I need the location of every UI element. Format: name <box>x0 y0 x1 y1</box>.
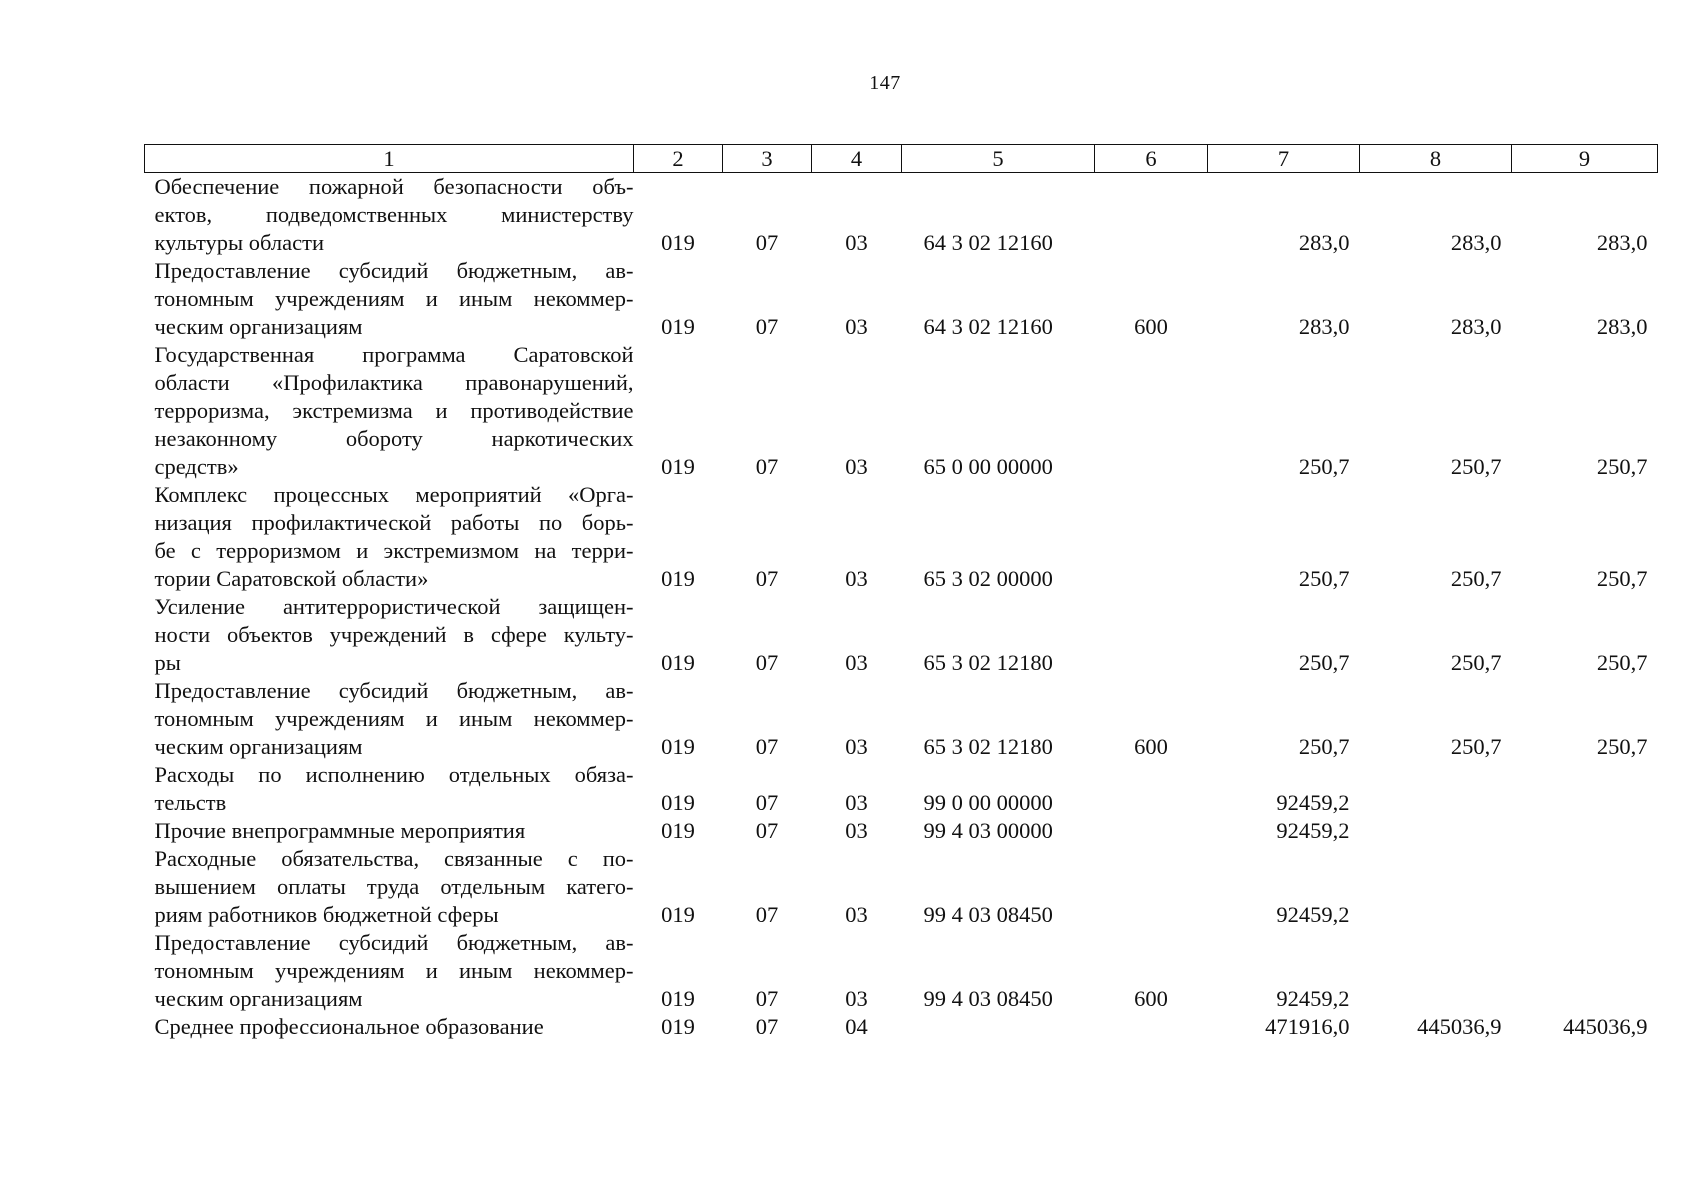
row-section-code: 07 <box>755 986 779 1011</box>
row-subsection-code: 03 <box>845 314 868 339</box>
row-name-line: ческим организациям <box>154 734 363 759</box>
row-section-code: 07 <box>755 650 779 675</box>
row-grbs-code: 019 <box>661 454 695 479</box>
row-value-col9 <box>1512 761 1658 817</box>
row-name-line: Прочие внепрограммные мероприятия <box>154 818 526 843</box>
row-target-code: 99 4 03 08450 <box>923 902 1053 927</box>
budget-table <box>144 144 1658 1041</box>
row-name <box>145 173 634 258</box>
row-expense-type <box>1095 173 1208 258</box>
table-row <box>145 677 1658 761</box>
row-value-col9: 250,7 <box>1596 454 1648 479</box>
row-value-col7: 92459,2 <box>1276 818 1350 843</box>
page-number: 147 <box>869 72 901 94</box>
row-expense-type <box>1095 481 1208 593</box>
row-value-col8: 283,0 <box>1450 230 1502 255</box>
row-subsection-code: 03 <box>845 818 868 843</box>
row-name-line: Расходные обязательства, связанные с по- <box>154 846 634 871</box>
row-name-line: незаконному обороту наркотических <box>154 426 634 451</box>
header-row <box>145 145 1658 173</box>
row-value-col7: 471916,0 <box>1265 1014 1350 1039</box>
row-target-code: 99 4 03 08450 <box>923 986 1053 1011</box>
header-col-2: 2 <box>634 145 723 173</box>
row-target-code: 65 3 02 00000 <box>923 566 1053 591</box>
row-value-col7: 250,7 <box>1298 566 1350 591</box>
table-row <box>145 761 1658 817</box>
row-expense-type <box>1095 341 1208 481</box>
row-name-line: культуры области <box>154 230 324 255</box>
row-value-col9: 445036,9 <box>1563 1014 1648 1039</box>
row-target-code: 99 4 03 00000 <box>923 818 1053 843</box>
header-col-1: 1 <box>145 145 634 173</box>
row-expense-type: 600 <box>1134 314 1168 339</box>
row-name-line: ческим организациям <box>154 986 363 1011</box>
row-subsection-code: 03 <box>845 230 868 255</box>
row-name-line: Предоставление субсидий бюджетным, ав- <box>154 930 634 955</box>
row-value-col9 <box>1512 817 1658 845</box>
row-target-code: 65 3 02 12180 <box>923 650 1053 675</box>
header-col-8: 8 <box>1360 145 1512 173</box>
row-target-code: 65 3 02 12180 <box>923 734 1053 759</box>
row-subsection-code: 03 <box>845 734 868 759</box>
row-expense-type <box>1095 845 1208 929</box>
row-target-code: 99 0 00 00000 <box>923 790 1053 815</box>
row-section-code: 07 <box>755 454 779 479</box>
row-name-line: Предоставление субсидий бюджетным, ав- <box>154 678 634 703</box>
row-name-line: риям работников бюджетной сферы <box>154 902 499 927</box>
row-value-col9: 250,7 <box>1596 566 1648 591</box>
row-value-col9 <box>1512 845 1658 929</box>
row-value-col8: 250,7 <box>1450 454 1502 479</box>
row-subsection-code: 03 <box>845 650 868 675</box>
row-value-col7: 250,7 <box>1298 734 1350 759</box>
row-subsection-code: 03 <box>845 454 868 479</box>
row-name <box>145 677 634 761</box>
row-name-line: Среднее профессиональное образование <box>154 1014 544 1039</box>
table-header <box>145 145 1658 173</box>
row-grbs-code: 019 <box>661 986 695 1011</box>
row-value-col9: 250,7 <box>1596 734 1648 759</box>
row-value-col8 <box>1360 929 1512 1013</box>
table-row <box>145 257 1658 341</box>
table-row <box>145 593 1658 677</box>
row-expense-type <box>1095 1013 1208 1041</box>
row-grbs-code: 019 <box>661 790 695 815</box>
row-grbs-code: 019 <box>661 818 695 843</box>
row-grbs-code: 019 <box>661 566 695 591</box>
row-subsection-code: 03 <box>845 790 868 815</box>
row-name <box>145 341 634 481</box>
row-section-code: 07 <box>755 818 779 843</box>
row-target-code: 64 3 02 12160 <box>923 314 1053 339</box>
row-target-code: 64 3 02 12160 <box>923 230 1053 255</box>
row-value-col9: 250,7 <box>1596 650 1648 675</box>
row-value-col8: 445036,9 <box>1417 1014 1502 1039</box>
row-grbs-code: 019 <box>661 1014 695 1039</box>
row-name-line: тономным учреждениям и иным некоммер- <box>154 706 634 731</box>
header-col-5: 5 <box>902 145 1095 173</box>
row-name-line: области «Профилактика правонарушений, <box>154 370 634 395</box>
row-name-line: вышением оплаты труда отдельным катего- <box>154 874 634 899</box>
row-name-line: ры <box>154 650 181 675</box>
row-value-col7: 250,7 <box>1298 454 1350 479</box>
row-name-line: тономным учреждениям и иным некоммер- <box>154 958 634 983</box>
row-value-col7: 92459,2 <box>1276 986 1350 1011</box>
row-name <box>145 929 634 1013</box>
row-section-code: 07 <box>755 902 779 927</box>
row-subsection-code: 03 <box>845 986 868 1011</box>
row-expense-type <box>1095 817 1208 845</box>
header-col-3: 3 <box>723 145 812 173</box>
row-value-col9: 283,0 <box>1596 230 1648 255</box>
table-body <box>145 173 1658 1042</box>
row-subsection-code: 03 <box>845 566 868 591</box>
row-grbs-code: 019 <box>661 902 695 927</box>
row-name-line: средств» <box>154 454 239 479</box>
row-name-line: ности объектов учреждений в сфере культу- <box>154 622 634 647</box>
row-name <box>145 481 634 593</box>
row-section-code: 07 <box>755 790 779 815</box>
row-name-line: Предоставление субсидий бюджетным, ав- <box>154 258 634 283</box>
row-name-line: ческим организациям <box>154 314 363 339</box>
row-expense-type: 600 <box>1134 734 1168 759</box>
row-grbs-code: 019 <box>661 650 695 675</box>
row-expense-type: 600 <box>1134 986 1168 1011</box>
row-name-line: Государственная программа Саратовской <box>154 342 634 367</box>
table-row <box>145 845 1658 929</box>
row-name <box>145 257 634 341</box>
header-col-6: 6 <box>1095 145 1208 173</box>
row-value-col8 <box>1360 761 1512 817</box>
row-section-code: 07 <box>755 314 779 339</box>
row-grbs-code: 019 <box>661 230 695 255</box>
row-section-code: 07 <box>755 566 779 591</box>
row-name-line: Обеспечение пожарной безопасности объ- <box>154 174 634 199</box>
header-col-9: 9 <box>1512 145 1658 173</box>
table-row <box>145 481 1658 593</box>
row-section-code: 07 <box>755 1014 779 1039</box>
row-name-line: тономным учреждениям и иным некоммер- <box>154 286 634 311</box>
row-grbs-code: 019 <box>661 734 695 759</box>
header-col-4: 4 <box>812 145 902 173</box>
row-name <box>145 1013 634 1041</box>
row-subsection-code: 03 <box>845 902 868 927</box>
row-section-code: 07 <box>755 230 779 255</box>
row-value-col8: 250,7 <box>1450 734 1502 759</box>
row-name-line: терроризма, экстремизма и противодействие <box>154 398 634 423</box>
row-value-col8: 250,7 <box>1450 650 1502 675</box>
row-grbs-code: 019 <box>661 314 695 339</box>
row-section-code: 07 <box>755 734 779 759</box>
row-name-line: тельств <box>154 790 227 815</box>
row-target-code: 65 0 00 00000 <box>923 454 1053 479</box>
row-value-col8: 283,0 <box>1450 314 1502 339</box>
row-name <box>145 845 634 929</box>
row-name-line: Расходы по исполнению отдельных обяза- <box>154 762 634 787</box>
row-value-col7: 283,0 <box>1298 230 1350 255</box>
row-name-line: Комплекс процессных мероприятий «Орга- <box>154 482 634 507</box>
row-name-line: Усиление антитеррористической защищен- <box>154 594 634 619</box>
row-value-col8 <box>1360 845 1512 929</box>
table-row <box>145 929 1658 1013</box>
row-value-col7: 92459,2 <box>1276 790 1350 815</box>
row-name-line: бе с терроризмом и экстремизмом на терри- <box>154 538 634 563</box>
header-col-7: 7 <box>1208 145 1360 173</box>
row-name <box>145 593 634 677</box>
row-name-line: тории Саратовской области» <box>154 566 429 591</box>
row-name <box>145 817 634 845</box>
row-name <box>145 761 634 817</box>
table-row <box>145 1013 1658 1041</box>
table-row <box>145 341 1658 481</box>
row-expense-type <box>1095 761 1208 817</box>
row-value-col8: 250,7 <box>1450 566 1502 591</box>
row-value-col7: 92459,2 <box>1276 902 1350 927</box>
row-value-col9: 283,0 <box>1596 314 1648 339</box>
row-value-col7: 250,7 <box>1298 650 1350 675</box>
row-name-line: низация профилактической работы по борь- <box>154 510 634 535</box>
row-expense-type <box>1095 593 1208 677</box>
row-subsection-code: 04 <box>845 1014 868 1039</box>
row-value-col9 <box>1512 929 1658 1013</box>
row-value-col8 <box>1360 817 1512 845</box>
row-name-line: ектов, подведомственных министерству <box>154 202 634 227</box>
table-row <box>145 817 1658 845</box>
row-target-code <box>902 1013 1095 1041</box>
table-row <box>145 173 1658 258</box>
row-value-col7: 283,0 <box>1298 314 1350 339</box>
